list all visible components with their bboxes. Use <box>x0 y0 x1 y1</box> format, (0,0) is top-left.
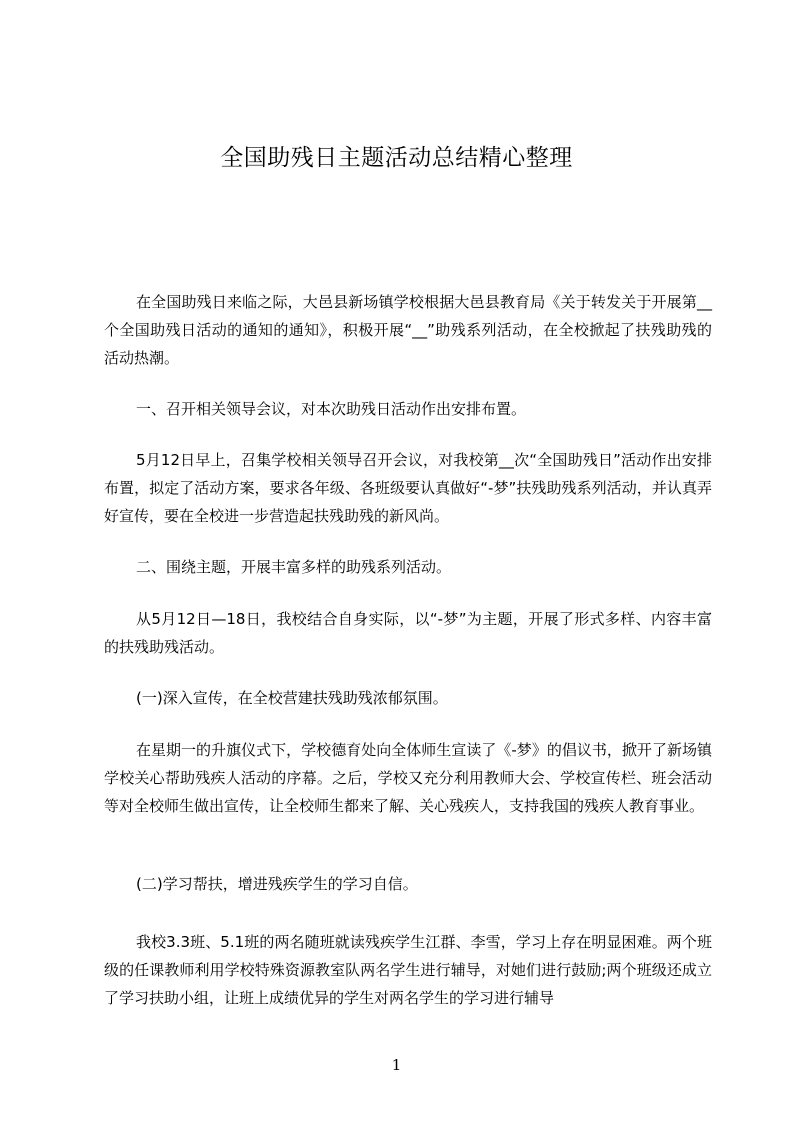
page-number: 1 <box>391 1056 402 1074</box>
paragraph-activities: 从5月12日—18日，我校结合自身实际，以“-梦”为主题，开展了形式多样、内容丰富的扶残助残活动。 <box>104 610 712 656</box>
subsection-heading-1: (一)深入宣传，在全校营建扶残助残浓郁氛围。 <box>136 689 448 707</box>
paragraph-intro: 在全国助残日来临之际，大邑县新场镇学校根据大邑县教育局《关于转发关于开展第__个全国助残日活动的通知的通知》，积极开展“__”助残系列活动，在全校掀起了扶残助残的活动热潮。 <box>104 293 712 367</box>
section-heading-1: 一、召开相关领导会议，对本次助残日活动作出安排布置。 <box>136 400 527 418</box>
subsection-heading-2: (二)学习帮扶，增进残疾学生的学习自信。 <box>136 875 418 893</box>
section-heading-2: 二、围绕主题，开展丰富多样的助残系列活动。 <box>136 558 452 576</box>
document-title: 全国助残日主题活动总结精心整理 <box>220 145 573 171</box>
paragraph-study-support: 我校3.3班、5.1班的两名随班就读残疾学生江群、李雪，学习上存在明显困难。两个班级的任课教师利用学校特殊资源教室队两名学生进行辅导，对她们进行鼓励;两个班级还成立了学习扶助小组，让班上成绩优异的学生对两名学生的学习进行辅导 <box>104 933 712 1007</box>
paragraph-meeting: 5月12日早上，召集学校相关领导召开会议，对我校第__次“全国助残日”活动作出安排布置，拟定了活动方案，要求各年级、各班级要认真做好“-梦”扶残助残系列活动，并认真弄好宣传，要在全校进一步营造起扶残助残的新风尚。 <box>104 451 712 525</box>
paragraph-publicity: 在星期一的升旗仪式下，学校德育处向全体师生宣读了《-梦》的倡议书，掀开了新场镇学校关心帮助残疾人活动的序幕。之后，学校又充分利用教师大会、学校宣传栏、班会活动等对全校师生做出宣传，让全校师生都来了解、关心残疾人，支持我国的残疾人教育事业。 <box>104 741 712 815</box>
